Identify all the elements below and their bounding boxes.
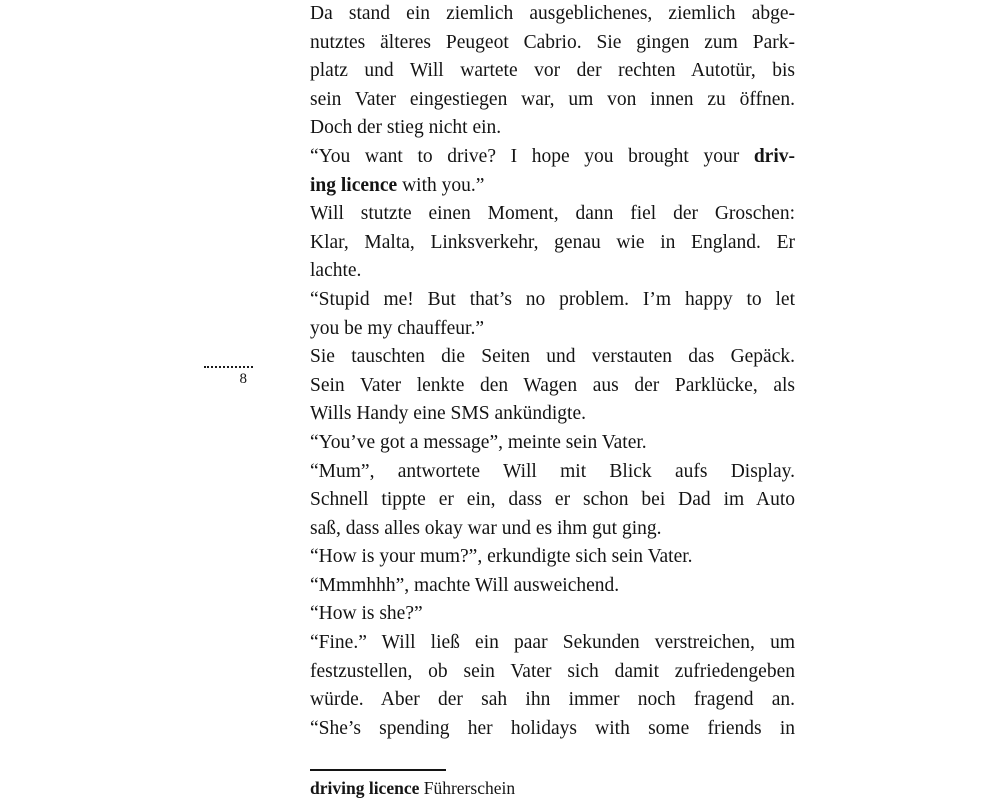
text-segment: “Stupid me! But that’s no problem. I’m happy to let xyxy=(310,288,795,310)
text-segment: saß, dass alles okay war und es ihm gut ging. xyxy=(310,517,662,539)
text-segment: lachte. xyxy=(310,260,362,282)
text-line xyxy=(310,343,795,372)
text-line xyxy=(310,572,795,601)
text-line xyxy=(310,543,795,572)
text-segment: Schnell tippte er ein, dass er schon bei Dad im Auto xyxy=(310,489,795,511)
footnote-term: driving licence xyxy=(310,778,420,798)
text-line xyxy=(310,0,795,29)
bold-text-segment: ing licence xyxy=(310,174,398,196)
text-line xyxy=(310,715,795,744)
text-line xyxy=(310,86,795,115)
footnote-rule xyxy=(310,769,446,771)
footnote xyxy=(310,769,795,799)
text-line xyxy=(310,57,795,86)
text-line xyxy=(310,600,795,629)
text-line xyxy=(310,629,795,658)
text-segment: “Fine.” Will ließ ein paar Sekunden verstreichen, um xyxy=(310,632,795,654)
page-number-marker xyxy=(204,366,253,388)
text-segment: Will stutzte einen Moment, dann fiel der Groschen: xyxy=(310,203,795,225)
text-line xyxy=(310,515,795,544)
text-segment: nutztes älteres Peugeot Cabrio. Sie gingen zum Park- xyxy=(310,31,795,53)
text-segment: “You’ve got a message”, meinte sein Vater. xyxy=(310,431,647,453)
text-segment: “Mum”, antwortete Will mit Blick aufs Display. xyxy=(310,460,795,482)
text-segment: you be my chauffeur.” xyxy=(310,317,484,339)
text-line xyxy=(310,372,795,401)
text-segment: “How is she?” xyxy=(310,603,423,625)
text-line xyxy=(310,286,795,315)
text-segment: Doch der stieg nicht ein. xyxy=(310,117,502,139)
text-segment: with you.” xyxy=(397,174,485,196)
text-line xyxy=(310,229,795,258)
text-line xyxy=(310,429,795,458)
text-segment: “You want to drive? I hope you brought your xyxy=(310,145,754,167)
text-segment: würde. Aber der sah ihn immer noch fragend an. xyxy=(310,689,795,711)
text-segment: Da stand ein ziemlich ausgeblichenes, ziemlich abge- xyxy=(310,3,795,24)
page-number: 8 xyxy=(239,371,247,387)
text-segment: “She’s spending her holidays with some friends in xyxy=(310,717,795,739)
footnote-text xyxy=(310,778,795,799)
text-segment: sein Vater eingestiegen war, um von innen zu öffnen. xyxy=(310,88,795,110)
text-segment: “How is your mum?”, erkundigte sich sein Vater. xyxy=(310,546,693,568)
text-line xyxy=(310,200,795,229)
text-line xyxy=(310,400,795,429)
body-text xyxy=(310,0,795,743)
text-line xyxy=(310,486,795,515)
text-segment: Sein Vater lenkte den Wagen aus der Parklücke, als xyxy=(310,374,795,396)
text-line xyxy=(310,686,795,715)
text-line xyxy=(310,315,795,344)
text-segment: Klar, Malta, Linksverkehr, genau wie in England. Er xyxy=(310,231,795,253)
text-segment: platz und Will wartete vor der rechten Autotür, bis xyxy=(310,60,795,82)
text-segment: Sie tauschten die Seiten und verstauten das Gepäck. xyxy=(310,346,795,368)
text-segment: Wills Handy eine SMS ankündigte. xyxy=(310,403,586,425)
text-line xyxy=(310,143,795,172)
text-line xyxy=(310,114,795,143)
text-line xyxy=(310,658,795,687)
text-line xyxy=(310,458,795,487)
text-line xyxy=(310,257,795,286)
text-segment: festzustellen, ob sein Vater sich damit zufriedengeben xyxy=(310,660,795,682)
text-segment: “Mmmhhh”, machte Will ausweichend. xyxy=(310,574,620,596)
bold-text-segment: driv- xyxy=(753,145,795,167)
text-line xyxy=(310,172,795,201)
text-line xyxy=(310,29,795,58)
footnote-definition: Führerschein xyxy=(419,778,516,798)
